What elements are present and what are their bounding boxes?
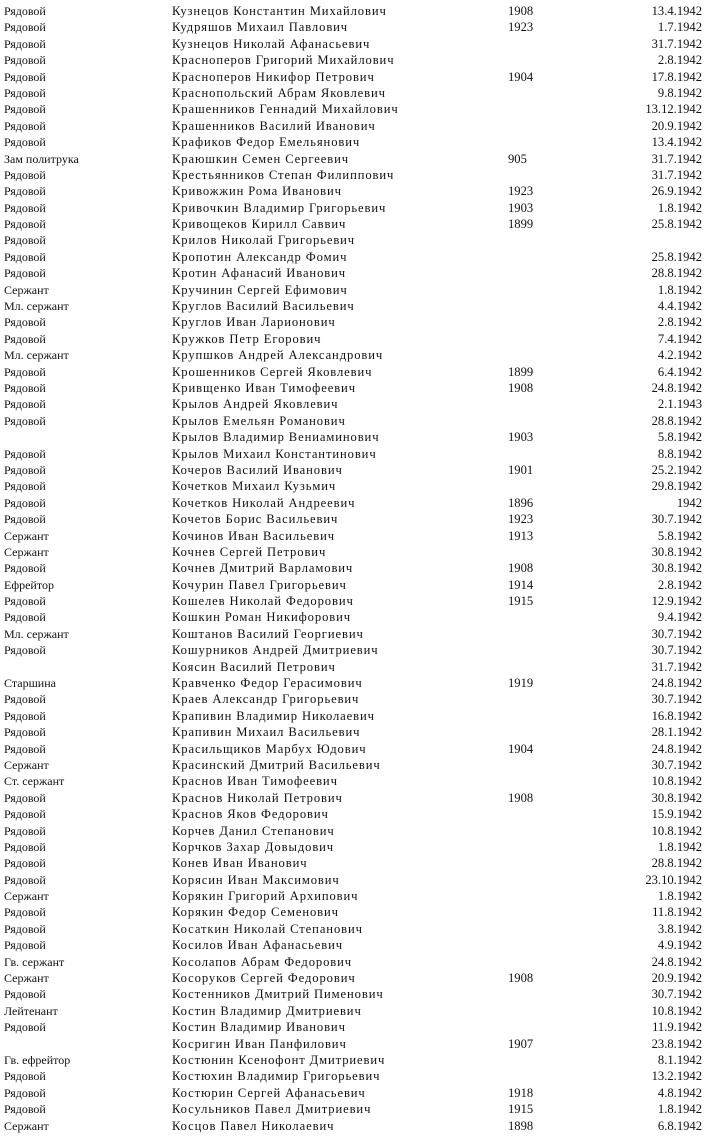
date-cell: 13.4.1942 <box>651 4 702 18</box>
list-item <box>0 1019 716 1035</box>
year-cell: 1915 <box>508 594 534 609</box>
list-item <box>0 232 716 248</box>
list-item <box>0 167 716 183</box>
name-cell: Корякин Федор Семенович <box>172 905 339 920</box>
list-item <box>0 3 716 19</box>
date-cell: 1.8.1942 <box>657 1102 702 1117</box>
list-item <box>0 528 716 544</box>
date-cell: 30.7.1942 <box>651 757 702 772</box>
date-cell: 1.8.1942 <box>657 889 702 904</box>
name-cell: Кочурин Павел Григорьевич <box>172 577 347 592</box>
list-item <box>0 462 716 478</box>
name-cell: Крашенников Василий Иванович <box>172 118 376 133</box>
list-item <box>0 511 716 527</box>
list-item <box>0 839 716 855</box>
rank-cell: Рядовой <box>4 708 46 723</box>
date-cell: 1942 <box>676 495 702 510</box>
list-item <box>0 85 716 101</box>
rank-cell: Рядовой <box>4 135 46 150</box>
list-item <box>0 659 716 675</box>
name-cell: Корчев Данил Степанович <box>172 823 335 838</box>
date-cell: 9.4.1942 <box>657 610 702 625</box>
year-cell: 1918 <box>508 1085 534 1100</box>
rank-cell: Рядовой <box>4 807 46 822</box>
date-cell: 31.7.1942 <box>651 36 702 51</box>
date-cell: 31.7.1942 <box>651 659 702 674</box>
date-cell: 1.7.1942 <box>657 20 702 35</box>
rank-cell: Рядовой <box>4 364 46 379</box>
year-cell: 1903 <box>508 430 534 445</box>
name-cell: Красноперов Григорий Михайлович <box>172 53 395 68</box>
name-cell: Костин Владимир Иванович <box>172 1020 346 1035</box>
rank-cell: Сержант <box>4 757 49 772</box>
name-cell: Крапивин Владимир Николаевич <box>172 708 375 723</box>
name-cell: Конев Иван Иванович <box>172 856 308 871</box>
rank-cell: Рядовой <box>4 921 46 936</box>
name-cell: Кошурников Андрей Дмитриевич <box>172 643 379 658</box>
date-cell: 17.8.1942 <box>651 69 702 84</box>
date-cell: 4.8.1942 <box>657 1085 702 1100</box>
name-cell: Косилов Иван Афанасьевич <box>172 938 343 953</box>
list-item <box>0 347 716 363</box>
year-cell: 1904 <box>508 741 534 756</box>
name-cell: Крилов Николай Григорьевич <box>172 233 356 248</box>
year-cell: 1919 <box>508 676 534 691</box>
date-cell: 25.8.1942 <box>651 217 702 232</box>
year-cell: 1923 <box>508 20 534 35</box>
date-cell: 28.8.1942 <box>651 266 702 281</box>
name-cell: Кривщенко Иван Тимофеевич <box>172 380 356 395</box>
rank-cell: Рядовой <box>4 69 46 84</box>
list-item <box>0 904 716 920</box>
date-cell: 2.8.1942 <box>657 315 702 330</box>
name-cell: Кочетов Борис Васильевич <box>172 512 339 527</box>
list-item <box>0 741 716 757</box>
list-item <box>0 118 716 134</box>
date-cell: 1.8.1942 <box>657 839 702 854</box>
date-cell: 5.8.1942 <box>657 430 702 445</box>
name-cell: Кудряшов Михаил Павлович <box>172 20 349 35</box>
list-item <box>0 1101 716 1117</box>
name-cell: Кочнев Сергей Петрович <box>172 544 327 559</box>
rank-cell: Рядовой <box>4 561 46 576</box>
rank-cell: Рядовой <box>4 741 46 756</box>
rank-cell: Рядовой <box>4 315 46 330</box>
name-cell: Костенников Дмитрий Пименович <box>172 987 384 1002</box>
list-item <box>0 478 716 494</box>
rank-cell: Сержант <box>4 889 49 904</box>
rank-cell: Рядовой <box>4 413 46 428</box>
name-cell: Корчков Захар Довыдович <box>172 839 335 854</box>
date-cell: 8.8.1942 <box>657 446 702 461</box>
rank-cell: Рядовой <box>4 380 46 395</box>
date-cell: 7.4.1942 <box>657 331 702 346</box>
name-cell: Краев Александр Григорьевич <box>172 692 360 707</box>
name-cell: Кочеров Василий Иванович <box>172 462 343 477</box>
name-cell: Кручинин Сергей Ефимович <box>172 282 348 297</box>
name-cell: Корясин Иван Максимович <box>172 872 340 887</box>
date-cell: 10.8.1942 <box>651 774 702 789</box>
name-cell: Кривожжин Рома Иванович <box>172 184 342 199</box>
date-cell: 15.9.1942 <box>651 807 702 822</box>
name-cell: Краюшкин Семен Сергеевич <box>172 151 349 166</box>
list-item <box>0 577 716 593</box>
year-cell: 1908 <box>508 380 534 395</box>
list-item <box>0 19 716 35</box>
rank-cell: Рядовой <box>4 872 46 887</box>
date-cell: 12.9.1942 <box>651 594 702 609</box>
date-cell: 31.7.1942 <box>651 151 702 166</box>
date-cell: 28.8.1942 <box>651 856 702 871</box>
year-cell: 1898 <box>508 1118 534 1133</box>
name-cell: Кошкин Роман Никифорович <box>172 610 351 625</box>
date-cell: 24.8.1942 <box>651 954 702 969</box>
list-item <box>0 593 716 609</box>
rank-cell: Рядовой <box>4 102 46 117</box>
rank-cell: Рядовой <box>4 905 46 920</box>
list-item <box>0 609 716 625</box>
name-cell: Коясин Василий Петрович <box>172 659 336 674</box>
rank-cell: Рядовой <box>4 397 46 412</box>
date-cell: 24.8.1942 <box>651 741 702 756</box>
rank-cell: Рядовой <box>4 987 46 1002</box>
year-cell: 1899 <box>508 364 534 379</box>
date-cell: 4.4.1942 <box>657 299 702 314</box>
rank-cell: Зам политрука <box>4 151 79 166</box>
year-cell: 1914 <box>508 577 534 592</box>
date-cell: 20.9.1942 <box>651 971 702 986</box>
name-cell: Костюрин Сергей Афанасьевич <box>172 1085 366 1100</box>
list-item <box>0 36 716 52</box>
rank-cell: Рядовой <box>4 1020 46 1035</box>
list-item <box>0 937 716 953</box>
date-cell: 3.8.1942 <box>657 921 702 936</box>
list-item <box>0 823 716 839</box>
name-cell: Кротин Афанасий Иванович <box>172 266 346 281</box>
rank-cell: Рядовой <box>4 512 46 527</box>
rank-cell: Рядовой <box>4 85 46 100</box>
rank-cell: Сержант <box>4 971 49 986</box>
rank-cell: Рядовой <box>4 118 46 133</box>
list-item <box>0 642 716 658</box>
list-item <box>0 724 716 740</box>
list-item <box>0 954 716 970</box>
name-cell: Кропотин Александр Фомич <box>172 249 348 264</box>
list-item <box>0 1036 716 1052</box>
name-cell: Крылов Емельян Романович <box>172 413 346 428</box>
year-cell: 1904 <box>508 69 534 84</box>
date-cell: 28.8.1942 <box>651 413 702 428</box>
name-cell: Круглов Василий Васильевич <box>172 299 355 314</box>
rank-cell: Рядовой <box>4 20 46 35</box>
name-cell: Крупшков Андрей Александрович <box>172 348 384 363</box>
rank-cell: Рядовой <box>4 331 46 346</box>
list-item <box>0 446 716 462</box>
list-item <box>0 183 716 199</box>
rank-cell: Рядовой <box>4 1102 46 1117</box>
list-item <box>0 101 716 117</box>
name-cell: Кузнецов Николай Афанасьевич <box>172 36 371 51</box>
list-item <box>0 1052 716 1068</box>
list-item <box>0 970 716 986</box>
date-cell: 20.9.1942 <box>651 118 702 133</box>
list-item <box>0 888 716 904</box>
date-cell: 10.8.1942 <box>651 823 702 838</box>
rank-cell: Рядовой <box>4 643 46 658</box>
name-cell: Костюнин Ксенофонт Дмитриевич <box>172 1053 386 1067</box>
name-cell: Краснов Николай Петрович <box>172 790 343 805</box>
list-item <box>0 216 716 232</box>
name-cell: Косаткин Николай Степанович <box>172 921 363 936</box>
rank-cell: Рядовой <box>4 4 46 18</box>
name-cell: Косригин Иван Панфилович <box>172 1036 347 1051</box>
date-cell: 1.8.1942 <box>657 282 702 297</box>
list-item <box>0 708 716 724</box>
name-cell: Крылов Михаил Константинович <box>172 446 377 461</box>
list-item <box>0 773 716 789</box>
list-item <box>0 872 716 888</box>
list-item <box>0 855 716 871</box>
rank-cell: Мл. сержант <box>4 626 69 641</box>
list-item <box>0 314 716 330</box>
rank-cell: Мл. сержант <box>4 299 69 314</box>
list-item <box>0 331 716 347</box>
rank-cell: Рядовой <box>4 167 46 182</box>
list-item <box>0 626 716 642</box>
list-item <box>0 1085 716 1101</box>
name-cell: Костин Владимир Дмитриевич <box>172 1003 362 1018</box>
date-cell: 25.2.1942 <box>651 462 702 477</box>
name-cell: Кузнецов Константин Михайлович <box>172 4 387 18</box>
list-item <box>0 282 716 298</box>
name-cell: Костюхин Владимир Григорьевич <box>172 1069 381 1084</box>
name-cell: Крафиков Федор Емельянович <box>172 135 361 150</box>
date-cell: 5.8.1942 <box>657 528 702 543</box>
date-cell: 30.7.1942 <box>651 512 702 527</box>
date-cell: 6.4.1942 <box>657 364 702 379</box>
list-item <box>0 200 716 216</box>
year-cell: 1907 <box>508 1036 534 1051</box>
name-cell: Кочнев Дмитрий Варламович <box>172 561 354 576</box>
name-cell: Кружков Петр Егорович <box>172 331 322 346</box>
name-cell: Крылов Андрей Яковлевич <box>172 397 339 412</box>
name-cell: Краснопольский Абрам Яковлевич <box>172 85 386 100</box>
year-cell: 1903 <box>508 200 534 215</box>
list-item <box>0 151 716 167</box>
name-cell: Кошелев Николай Федорович <box>172 594 354 609</box>
rank-cell: Рядовой <box>4 692 46 707</box>
rank-cell: Рядовой <box>4 446 46 461</box>
year-cell: 1901 <box>508 462 534 477</box>
rank-cell: Сержант <box>4 1118 49 1133</box>
rank-cell: Рядовой <box>4 53 46 68</box>
date-cell: 2.8.1942 <box>657 53 702 68</box>
year-cell: 1923 <box>508 184 534 199</box>
date-cell: 13.4.1942 <box>651 135 702 150</box>
rank-cell: Рядовой <box>4 495 46 510</box>
rank-cell: Мл. сержант <box>4 348 69 363</box>
list-item <box>0 134 716 150</box>
date-cell: 24.8.1942 <box>651 676 702 691</box>
rank-cell: Старшина <box>4 676 56 691</box>
rank-cell: Рядовой <box>4 36 46 51</box>
date-cell: 8.1.1942 <box>657 1053 702 1067</box>
name-cell: Крашенников Геннадий Михайлович <box>172 102 399 117</box>
rank-cell: Гв. сержант <box>4 954 65 969</box>
date-cell: 29.8.1942 <box>651 479 702 494</box>
date-cell: 30.7.1942 <box>651 987 702 1002</box>
list-item <box>0 986 716 1002</box>
date-cell: 30.7.1942 <box>651 626 702 641</box>
year-cell: 1908 <box>508 4 534 18</box>
rank-cell: Рядовой <box>4 1085 46 1100</box>
rank-cell: Рядовой <box>4 610 46 625</box>
rank-cell: Сержант <box>4 544 49 559</box>
list-item <box>0 544 716 560</box>
name-cell: Кривочкин Владимир Григорьевич <box>172 200 387 215</box>
list-item <box>0 921 716 937</box>
rank-cell: Рядовой <box>4 594 46 609</box>
name-cell: Косцов Павел Николаевич <box>172 1118 335 1133</box>
name-cell: Красильщиков Марбух Юдович <box>172 741 367 756</box>
year-cell: 905 <box>508 151 527 166</box>
date-cell: 13.12.1942 <box>645 102 702 117</box>
name-cell: Красноперов Никифор Петрович <box>172 69 375 84</box>
year-cell: 1908 <box>508 790 534 805</box>
date-cell: 2.1.1943 <box>657 397 702 412</box>
date-cell: 13.2.1942 <box>651 1069 702 1084</box>
list-item <box>0 52 716 68</box>
name-cell: Кривощеков Кирилл Саввич <box>172 217 347 232</box>
rank-cell: Лейтенант <box>4 1003 58 1018</box>
date-cell: 24.8.1942 <box>651 380 702 395</box>
date-cell: 30.8.1942 <box>651 561 702 576</box>
date-cell: 30.7.1942 <box>651 692 702 707</box>
name-cell: Красинский Дмитрий Васильевич <box>172 757 381 772</box>
date-cell: 2.8.1942 <box>657 577 702 592</box>
date-cell: 11.8.1942 <box>652 905 702 920</box>
date-cell: 11.9.1942 <box>652 1020 702 1035</box>
list-item <box>0 1068 716 1084</box>
date-cell: 28.1.1942 <box>651 725 702 740</box>
date-cell: 23.8.1942 <box>651 1036 702 1051</box>
year-cell: 1896 <box>508 495 534 510</box>
rank-cell: Ефрейтор <box>4 577 54 592</box>
year-cell: 1913 <box>508 528 534 543</box>
rank-cell: Рядовой <box>4 200 46 215</box>
date-cell: 30.8.1942 <box>651 790 702 805</box>
date-cell: 26.9.1942 <box>651 184 702 199</box>
list-item <box>0 298 716 314</box>
name-cell: Косолапов Абрам Федорович <box>172 954 353 969</box>
rank-cell: Рядовой <box>4 1069 46 1084</box>
name-cell: Кочетков Николай Андреевич <box>172 495 356 510</box>
rank-cell: Рядовой <box>4 217 46 232</box>
list-item <box>0 757 716 773</box>
list-item <box>0 429 716 445</box>
rank-cell: Рядовой <box>4 823 46 838</box>
name-cell: Коштанов Василий Георгиевич <box>172 626 364 641</box>
rank-cell: Гв. ефрейтор <box>4 1053 71 1067</box>
rank-cell: Рядовой <box>4 790 46 805</box>
list-item <box>0 790 716 806</box>
date-cell: 1.8.1942 <box>657 200 702 215</box>
date-cell: 31.7.1942 <box>651 167 702 182</box>
list-item <box>0 380 716 396</box>
name-cell: Кочинов Иван Васильевич <box>172 528 335 543</box>
rank-cell: Рядовой <box>4 938 46 953</box>
list-item <box>0 675 716 691</box>
name-cell: Круглов Иван Ларионович <box>172 315 336 330</box>
name-cell: Кочетков Михаил Кузьмич <box>172 479 337 494</box>
rank-cell: Рядовой <box>4 249 46 264</box>
list-item <box>0 265 716 281</box>
rank-cell: Рядовой <box>4 839 46 854</box>
date-cell: 9.8.1942 <box>657 85 702 100</box>
name-cell: Косоруков Сергей Федорович <box>172 971 356 986</box>
list-item <box>0 806 716 822</box>
date-cell: 4.2.1942 <box>657 348 702 363</box>
list-item <box>0 396 716 412</box>
year-cell: 1915 <box>508 1102 534 1117</box>
rank-cell: Рядовой <box>4 266 46 281</box>
name-cell: Крылов Владимир Вениаминович <box>172 430 380 445</box>
list-item <box>0 69 716 85</box>
date-cell: 30.7.1942 <box>651 643 702 658</box>
date-cell: 30.8.1942 <box>651 544 702 559</box>
date-cell: 16.8.1942 <box>651 708 702 723</box>
name-cell: Крестьянников Степан Филиппович <box>172 167 395 182</box>
list-item <box>0 1118 716 1134</box>
date-cell: 4.9.1942 <box>657 938 702 953</box>
list-item <box>0 364 716 380</box>
date-cell: 25.8.1942 <box>651 249 702 264</box>
name-cell: Крапивин Михаил Васильевич <box>172 725 361 740</box>
year-cell: 1923 <box>508 512 534 527</box>
list-item <box>0 413 716 429</box>
rank-cell: Рядовой <box>4 856 46 871</box>
name-cell: Крошенников Сергей Яковлевич <box>172 364 373 379</box>
year-cell: 1908 <box>508 561 534 576</box>
rank-cell: Рядовой <box>4 462 46 477</box>
rank-cell: Сержант <box>4 282 49 297</box>
name-cell: Корякин Григорий Архипович <box>172 889 359 904</box>
rank-cell: Рядовой <box>4 184 46 199</box>
rank-cell: Сержант <box>4 528 49 543</box>
rank-cell: Ст. сержант <box>4 774 65 789</box>
year-cell: 1899 <box>508 217 534 232</box>
list-item <box>0 249 716 265</box>
casualty-list <box>0 3 716 1134</box>
date-cell: 10.8.1942 <box>651 1003 702 1018</box>
name-cell: Краснов Иван Тимофеевич <box>172 774 338 789</box>
date-cell: 23.10.1942 <box>645 872 702 887</box>
list-item <box>0 691 716 707</box>
date-cell: 6.8.1942 <box>657 1118 702 1133</box>
name-cell: Краснов Яков Федорович <box>172 807 329 822</box>
list-item <box>0 560 716 576</box>
rank-cell: Рядовой <box>4 233 46 248</box>
rank-cell: Рядовой <box>4 725 46 740</box>
year-cell: 1908 <box>508 971 534 986</box>
list-item <box>0 1003 716 1019</box>
name-cell: Кравченко Федор Герасимович <box>172 676 363 691</box>
rank-cell: Рядовой <box>4 479 46 494</box>
name-cell: Косульников Павел Дмитриевич <box>172 1102 372 1117</box>
list-item <box>0 495 716 511</box>
